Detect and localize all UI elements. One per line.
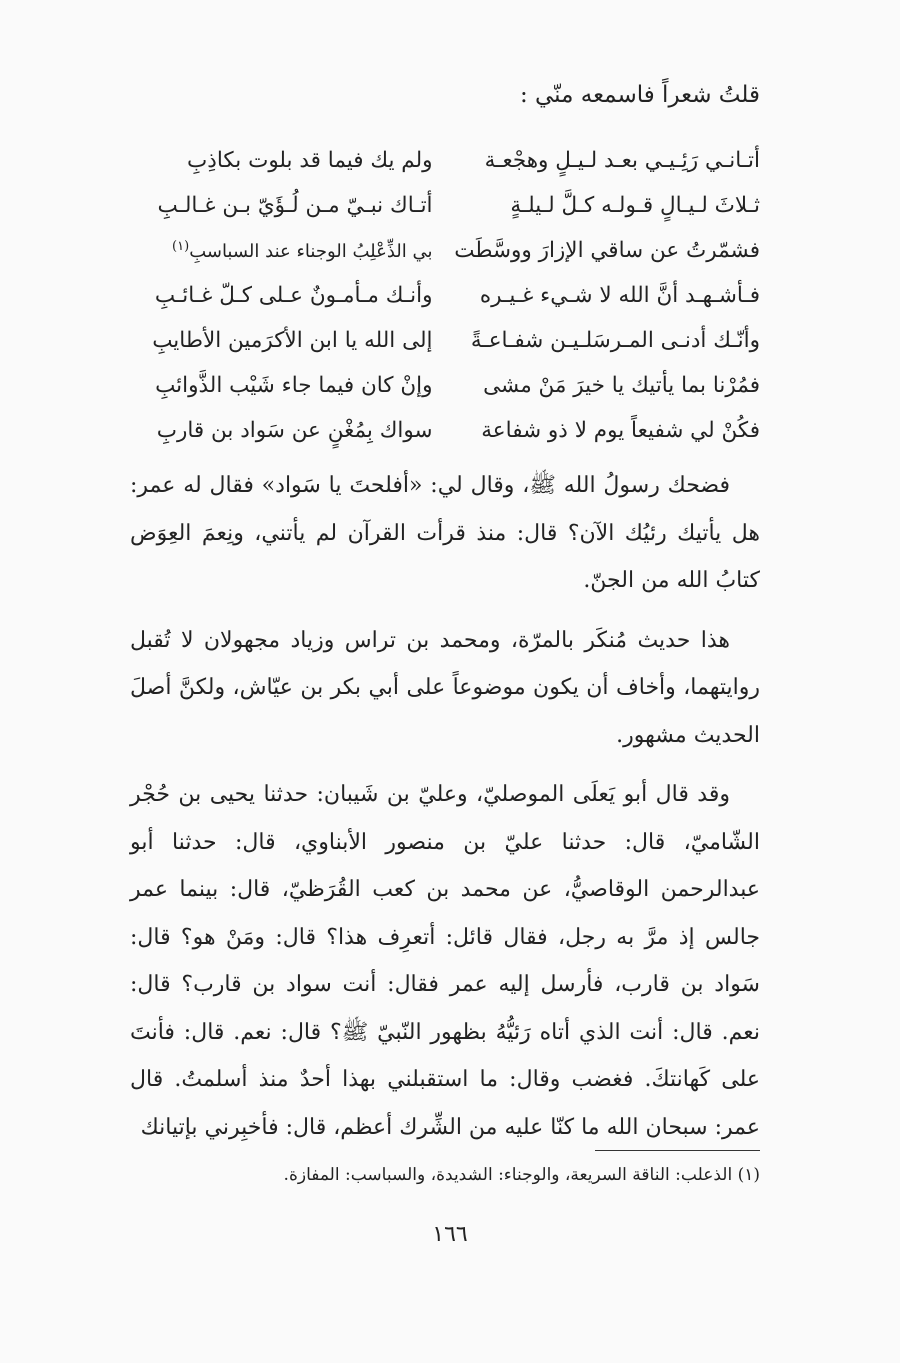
poem-verse [115, 363, 760, 408]
verse-second-hemistich: إلى الله يا ابن الأكرَمين الأطايبِ [152, 328, 433, 353]
paragraph-chain: وقد قال أبو يَعلَى الموصليّ، وعليّ بن شَيبان: حدثنا يحيى بن حُجْر الشّاميّ، قال: حدثنا عليّ بن منصور الأبناوي، قال: حدثنا أبو عبدالرحمن الوقاصيُّ، عن محمد بن كعب القُرَظيّ، قال: بينما عمر جالس إذ مرَّ به رجل، فقال قائل: أتعرِف هذا؟ قال: ومَنْ هو؟ قال: سَواد بن قارب، فأرسل إليه عمر فقال: أنت سواد بن قارب؟ قال: نعم. قال: أنت الذي أتاه رَئيُّهُ بظهور النّبيّ ﷺ؟ قال: نعم. قال: فأنتَ على كَهانتكَ. فغضب وقال: ما استقبلني بهذا أحدٌ منذ أسلمتُ. قال عمر: سبحان الله ما كنّا عليه من الشِّرك أعظم، قال: فأخبِرني بإتيانك [130, 782, 760, 1140]
footnote: (١) الذعلب: الناقة السريعة، والوجناء: الشديدة، والسباسب: المفازة. [283, 1165, 760, 1185]
verse-first-hemistich: فـأشـهـد أنَّ الله لا شـيء غـيـره [479, 283, 760, 308]
verse-first-hemistich: ثـلاثَ لـيـالٍ قـولـه كـلَّ لـيلـةٍ [510, 193, 760, 218]
poem-verse [115, 138, 760, 183]
verse-second-hemistich [115, 239, 433, 262]
poem-verse [115, 273, 760, 318]
footnote-marker: (١) [172, 239, 190, 254]
verse-second-hemistich: ولم يك فيما قد بلوت بكاذِبِ [187, 148, 433, 173]
paragraph-narration: فضحك رسولُ الله ﷺ، وقال لي: «أفلحتَ يا سَواد» فقال له عمر: هل يأتيك رئيُك الآن؟ قال: منذ قرأت القرآن لم يأتني، ونِعمَ العِوَض كتابُ الله من الجنّ. [130, 473, 760, 593]
footnote-divider [595, 1150, 760, 1151]
verse-first-hemistich: وأنّـك أدنـى المـرسَلـيـن شفـاعـةً [470, 328, 760, 353]
verse-first-hemistich: فمُرْنا بما يأتيك يا خيرَ مَنْ مشى [483, 373, 760, 398]
paragraph-grading: هذا حديث مُنكَر بالمرّة، ومحمد بن تراس وزياد مجهولان لا تُقبل روايتهما، وأخاف أن يكون موضوعاً على أبي بكر بن عيّاش، ولكنَّ أصلَ الحديث مشهور. [130, 627, 760, 748]
verse-second-hemistich: وإنْ كان فيما جاء شَيْب الذَّوائبِ [155, 373, 433, 398]
poem-verse [115, 408, 760, 453]
poem-verse [115, 183, 760, 228]
page-number: ١٦٦ [432, 1222, 468, 1247]
verse-second-hemistich: أتـاك نبـيّ مـن لُـؤَيّ بـن غـالـبِ [157, 193, 433, 218]
intro-line: قلتُ شعراً فاسمعه منّي : [519, 82, 760, 108]
verse-first-hemistich: أتـانـي رَئِـيـي بعـد لـيـلٍ وهجْعـة [484, 148, 760, 173]
poem-verse [115, 228, 760, 273]
verse-first-hemistich: فكُنْ لي شفيعاً يوم لا ذو شفاعة [481, 418, 760, 443]
poem-verse [115, 318, 760, 363]
verse-second-hemistich: وأنـك مـأمـونٌ عـلى كـلّ غـائـبِ [154, 283, 433, 308]
verse-first-hemistich: فشمّرتُ عن ساقي الإزارَ ووسَّطَت [454, 238, 760, 263]
verse-second-hemistich: سواك بِمُغْنٍ عن سَواد بن قاربِ [156, 418, 433, 443]
poem [115, 138, 760, 453]
body-text [130, 462, 760, 1151]
verse-second-hemistich-text: بي الذِّعْلِبُ الوجناء عند السباسبِ [189, 241, 433, 262]
